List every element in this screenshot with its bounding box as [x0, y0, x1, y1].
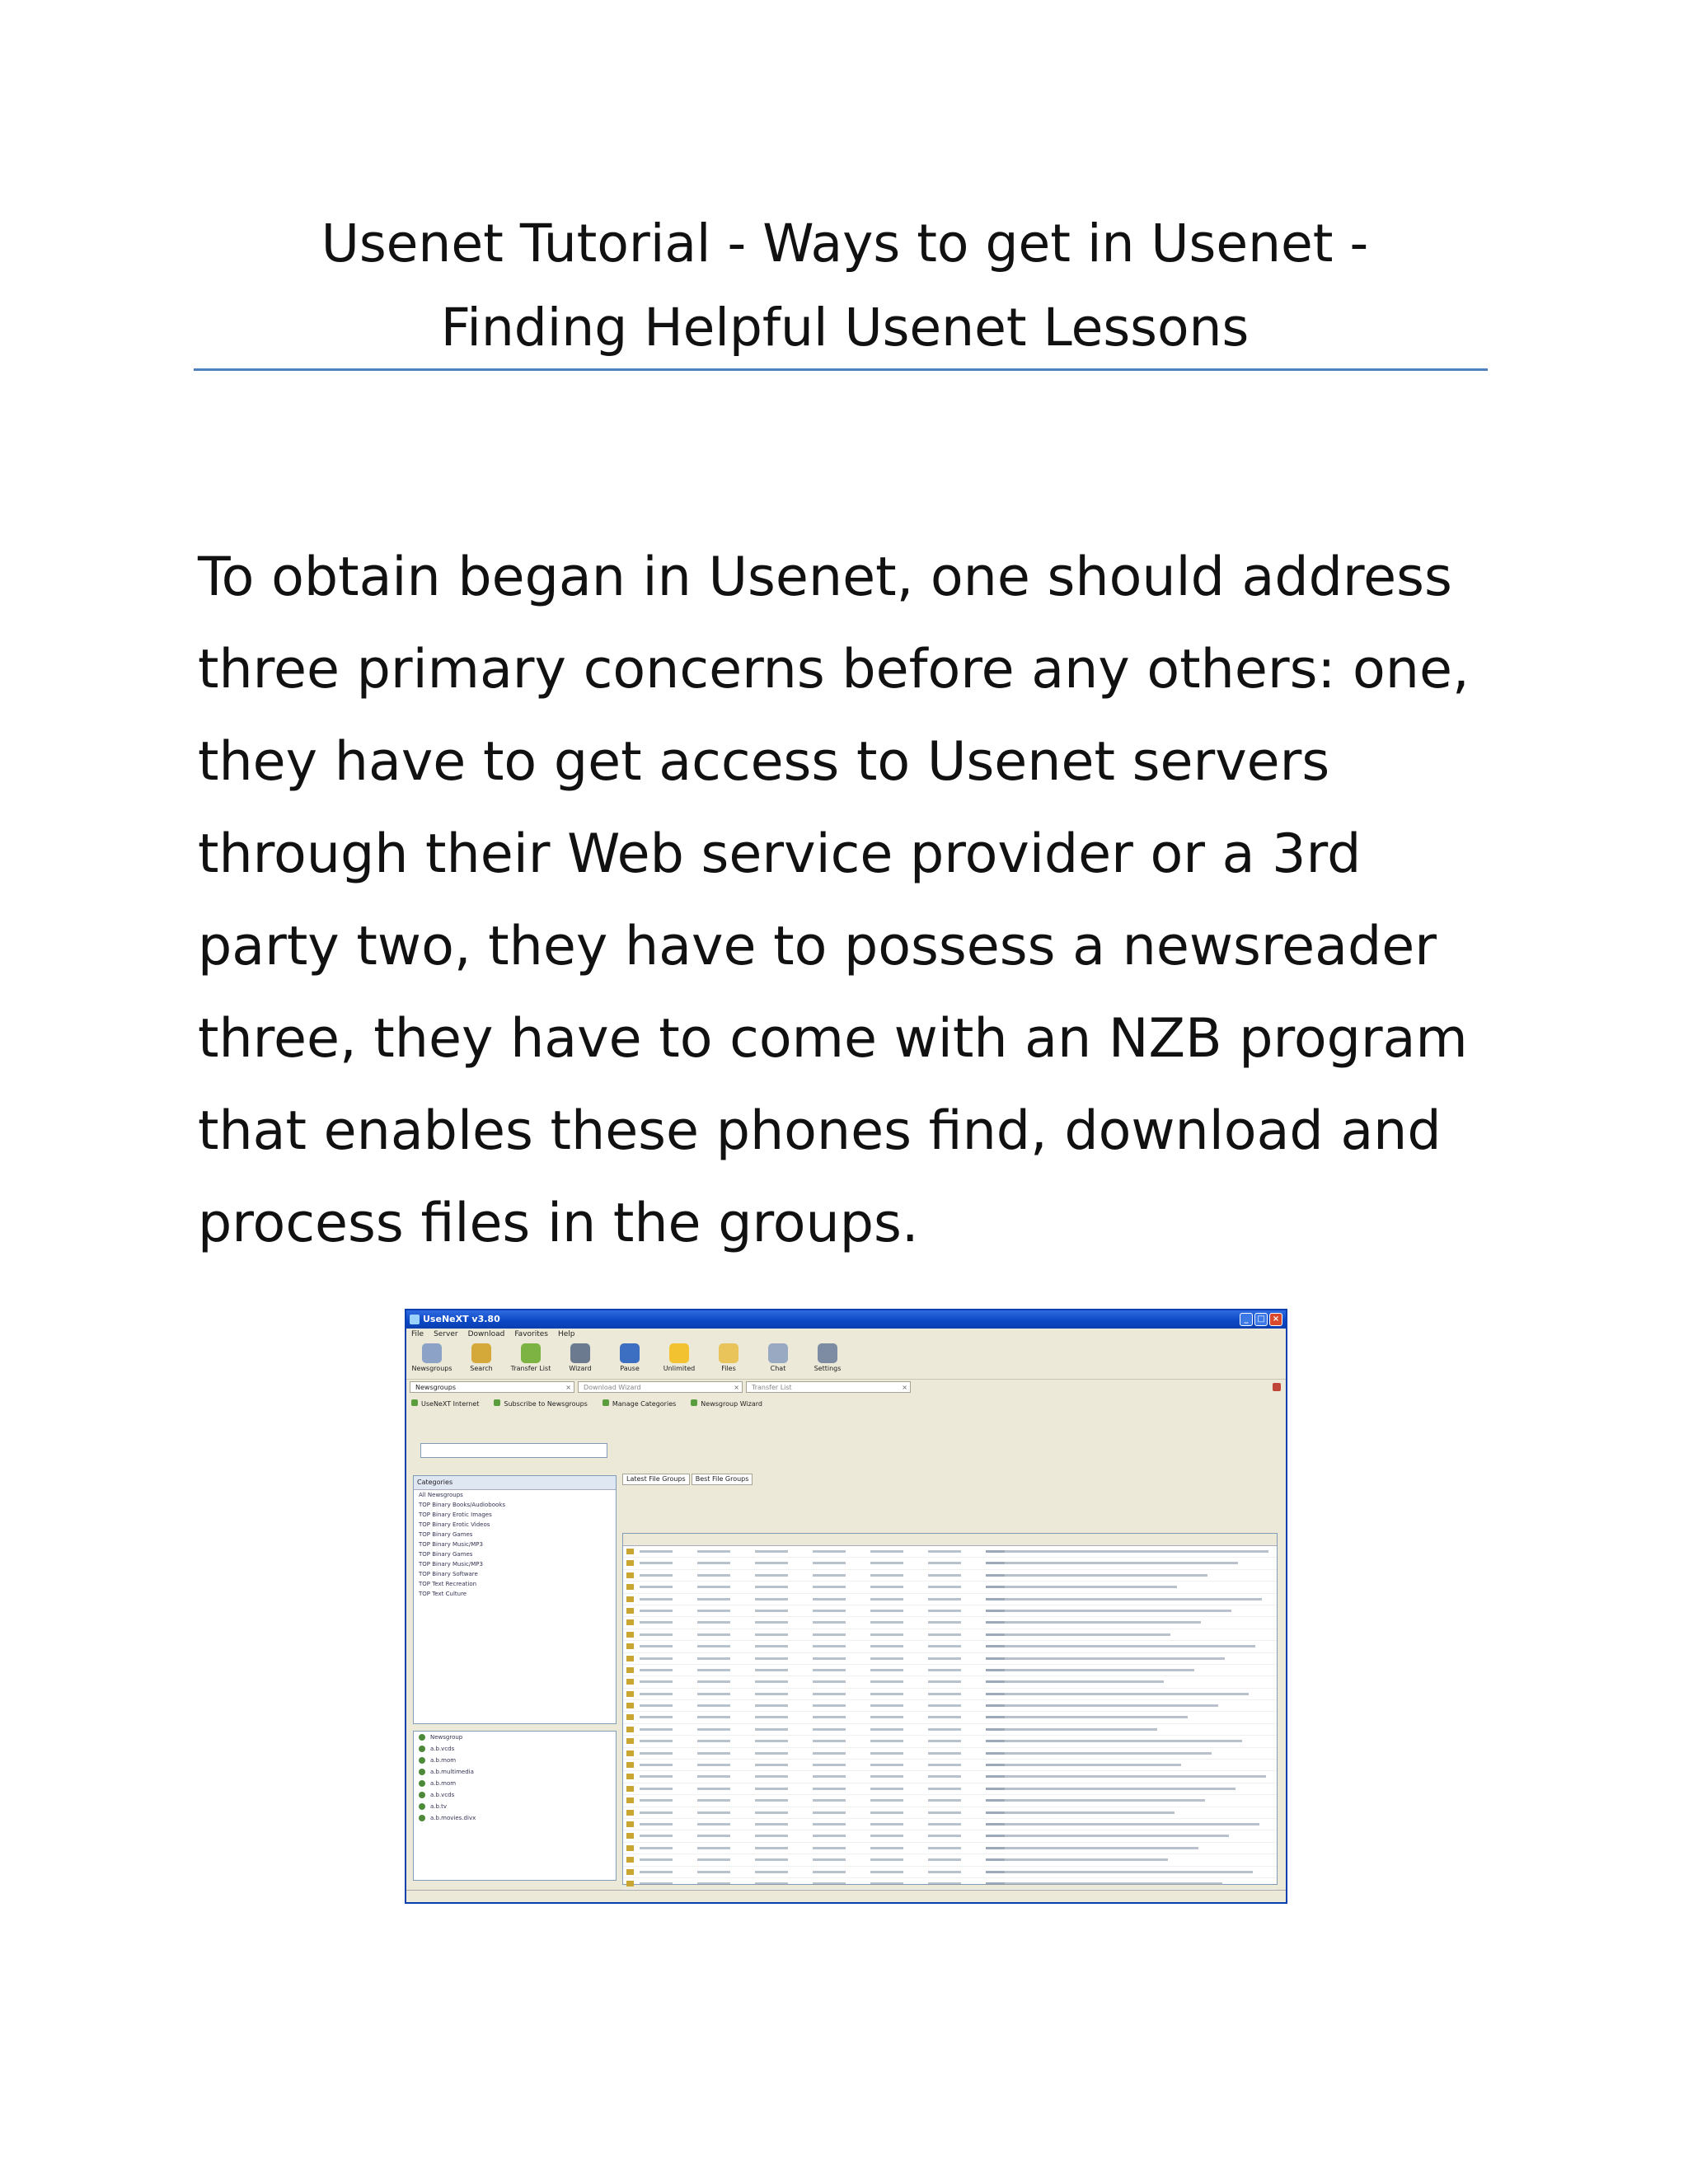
link-usenext-internet: UseNeXT Internet — [411, 1398, 479, 1411]
title-line-1: Usenet Tutorial - Ways to get in Usenet - — [321, 213, 1369, 274]
grid-row — [623, 1724, 1277, 1736]
grid-row — [623, 1558, 1277, 1569]
grid-row — [623, 1795, 1277, 1807]
paragraph-line: party two, they have to possess a newsreader — [198, 916, 1437, 977]
grid-row — [623, 1546, 1277, 1558]
category-item: TOP Binary Erotic Videos — [419, 1521, 490, 1528]
category-item: TOP Binary Games — [419, 1551, 473, 1558]
newsgroup-item: a.b.vcds — [414, 1789, 616, 1801]
tool-unlimited: Unlimited — [657, 1341, 701, 1379]
paragraph-line: three primary concerns before any others: one, — [198, 639, 1470, 701]
grid-row — [623, 1641, 1277, 1652]
paragraph-line: process files in the groups. — [198, 1193, 919, 1254]
tab-transfer-list: Transfer List × — [746, 1381, 911, 1393]
grid-row — [623, 1617, 1277, 1629]
grid-row — [623, 1605, 1277, 1617]
wizard-icon — [570, 1343, 590, 1363]
grid-row — [623, 1570, 1277, 1582]
newsgroup-item: a.b.vcds — [414, 1743, 616, 1755]
newsgroup-item: a.b.mom — [414, 1755, 616, 1766]
tool-newsgroups: Newsgroups — [410, 1341, 454, 1379]
newsgroup-item: a.b.movies.divx — [414, 1812, 616, 1824]
paragraph-line: through their Web service provider or a 3rd — [198, 823, 1362, 885]
grid-row — [623, 1867, 1277, 1878]
grid-row — [623, 1783, 1277, 1795]
tab-newsgroups: Newsgroups × — [410, 1381, 574, 1393]
category-item: TOP Binary Music/MP3 — [419, 1541, 483, 1548]
page-title — [190, 202, 1500, 370]
menu-file: File — [411, 1330, 424, 1338]
grid-row — [623, 1819, 1277, 1830]
tool-files: Files — [706, 1341, 751, 1379]
tab-latest-file-groups: Latest File Groups — [622, 1474, 690, 1485]
category-item: TOP Binary Books/Audiobooks — [419, 1502, 505, 1508]
link-bar — [411, 1398, 1281, 1411]
paragraph-line: that enables these phones find, download and — [198, 1100, 1442, 1162]
link-subscribe: Subscribe to Newsgroups — [494, 1398, 587, 1411]
grid-row — [623, 1629, 1277, 1641]
grid-row — [623, 1582, 1277, 1593]
transfer-list-icon — [521, 1343, 541, 1363]
grid-row — [623, 1748, 1277, 1760]
tool-settings: Settings — [805, 1341, 850, 1379]
star-icon — [669, 1343, 689, 1363]
app-toolbar — [406, 1341, 1286, 1380]
grid-row — [623, 1830, 1277, 1842]
app-icon — [410, 1315, 420, 1324]
newsgroup-item: a.b.multimedia — [414, 1766, 616, 1778]
chat-icon — [768, 1343, 788, 1363]
menu-help: Help — [557, 1330, 575, 1338]
tool-pause: Pause — [607, 1341, 652, 1379]
grid-row — [623, 1712, 1277, 1723]
file-group-tabs — [622, 1474, 753, 1485]
tab-best-file-groups: Best File Groups — [692, 1474, 753, 1485]
newsgroup-item: a.b.mom — [414, 1778, 616, 1789]
grid-row — [623, 1843, 1277, 1854]
category-item: TOP Text Recreation — [419, 1581, 477, 1587]
categories-header: Categories — [414, 1476, 616, 1490]
grid-row — [623, 1676, 1277, 1688]
grid-row — [623, 1736, 1277, 1747]
status-bar — [406, 1890, 1286, 1902]
app-tabs — [410, 1381, 1282, 1394]
menu-favorites: Favorites — [514, 1330, 548, 1338]
newsgroups-icon — [422, 1343, 442, 1363]
grid-row — [623, 1700, 1277, 1712]
gear-icon — [818, 1343, 837, 1363]
menu-download: Download — [467, 1330, 505, 1338]
window-titlebar — [406, 1310, 1286, 1329]
newsgroup-panel — [413, 1731, 617, 1881]
tool-wizard: Wizard — [558, 1341, 603, 1379]
paragraph-line: they have to get access to Usenet servers — [198, 731, 1330, 793]
close-icon: × — [1269, 1313, 1282, 1326]
newsgroup-header: Newsgroup — [414, 1732, 616, 1743]
minimize-icon: _ — [1240, 1313, 1253, 1326]
file-groups-grid — [622, 1533, 1278, 1885]
embedded-app-screenshot — [405, 1309, 1287, 1904]
maximize-icon: □ — [1254, 1313, 1268, 1326]
grid-header — [623, 1534, 1277, 1546]
category-search-box — [420, 1443, 607, 1458]
grid-row — [623, 1854, 1277, 1866]
body-paragraph — [198, 532, 1508, 1270]
folder-icon — [719, 1343, 738, 1363]
grid-row — [623, 1653, 1277, 1665]
tab-download-wizard: Download Wizard × — [578, 1381, 743, 1393]
grid-toolbar — [622, 1493, 1278, 1510]
category-item: TOP Binary Games — [419, 1531, 473, 1538]
link-newsgroup-wizard: Newsgroup Wizard — [691, 1398, 762, 1411]
title-underline — [194, 368, 1488, 371]
menu-server: Server — [434, 1330, 458, 1338]
tool-chat: Chat — [756, 1341, 800, 1379]
grid-row — [623, 1771, 1277, 1783]
pause-icon — [620, 1343, 640, 1363]
title-line-2: Finding Helpful Usenet Lessons — [440, 298, 1250, 358]
category-item: TOP Binary Software — [419, 1571, 478, 1577]
grid-row — [623, 1689, 1277, 1700]
grid-row — [623, 1878, 1277, 1890]
tool-transfer-list: Transfer List — [509, 1341, 553, 1379]
grid-row — [623, 1807, 1277, 1819]
menubar — [406, 1329, 1286, 1340]
grid-row — [623, 1665, 1277, 1676]
tool-search: Search — [459, 1341, 504, 1379]
categories-panel — [413, 1475, 617, 1724]
category-item: TOP Binary Music/MP3 — [419, 1561, 483, 1568]
paragraph-line: three, they have to come with an NZB program — [198, 1008, 1468, 1070]
panel-close-icon — [1273, 1383, 1281, 1391]
newsgroup-item: a.b.tv — [414, 1801, 616, 1812]
category-item: TOP Binary Erotic Images — [419, 1511, 492, 1518]
grid-row — [623, 1760, 1277, 1771]
window-title: UseNeXT v3.80 — [423, 1314, 500, 1324]
category-item: All Newsgroups — [419, 1492, 463, 1498]
link-manage-categories: Manage Categories — [603, 1398, 676, 1411]
search-icon — [471, 1343, 491, 1363]
grid-row — [623, 1594, 1277, 1605]
paragraph-line: To obtain began in Usenet, one should address — [198, 546, 1452, 608]
category-item: TOP Text Culture — [419, 1591, 467, 1597]
